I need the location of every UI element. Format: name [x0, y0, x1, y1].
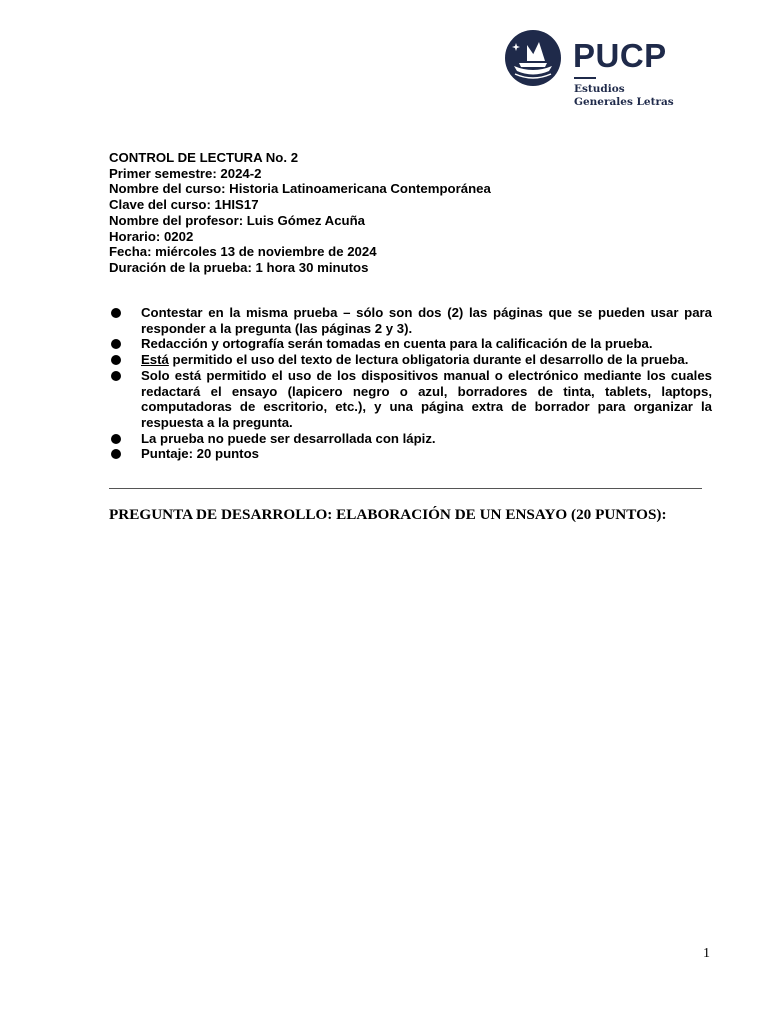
instructions-list	[109, 305, 712, 462]
exam-date: Fecha: miércoles 13 de noviembre de 2024	[109, 244, 377, 260]
instruction-item	[109, 431, 712, 447]
bullet-icon	[111, 308, 121, 318]
bullet-icon	[111, 355, 121, 365]
pucp-logo	[505, 30, 695, 110]
instruction-item	[109, 305, 712, 336]
instruction-item	[109, 446, 712, 462]
bullet-icon	[111, 434, 121, 444]
bullet-icon	[111, 449, 121, 459]
instruction-item	[109, 352, 712, 368]
instruction-emphasis: Está	[141, 352, 169, 368]
section-divider	[109, 488, 702, 489]
question-title: PREGUNTA DE DESARROLLO: ELABORACIÓN DE UN ENSAYO (20 PUNTOS):	[109, 506, 667, 523]
bullet-icon	[111, 371, 121, 381]
logo-subtitle-line1: Estudios	[574, 83, 625, 95]
exam-title: CONTROL DE LECTURA No. 2	[109, 150, 299, 165]
course-code: Clave del curso: 1HIS17	[109, 197, 259, 213]
exam-header	[109, 150, 709, 276]
instruction-item	[109, 336, 712, 352]
ship-seal-icon	[505, 30, 561, 86]
instruction-text: La prueba no puede ser desarrollada con lápiz.	[141, 430, 436, 446]
instruction-text: Solo está permitido el uso de los dispositivos manual o electrónico mediante los cuales redactará el ensayo (lapicero negro o azul, borradores de tinta, tablets, laptops, computadoras de escritorio, etc.), y una página extra de borrador para organizar la respuesta a la pregunta.	[141, 367, 712, 430]
instruction-text: Puntaje: 20 puntos	[141, 446, 259, 462]
exam-duration: Duración de la prueba: 1 hora 30 minutos	[109, 259, 369, 275]
schedule: Horario: 0202	[109, 228, 194, 244]
logo-rule	[574, 77, 596, 79]
semester: Primer semestre: 2024-2	[109, 165, 262, 181]
instruction-text: Redacción y ortografía serán tomadas en cuenta para la calificación de la prueba.	[141, 336, 653, 352]
logo-subtitle-line2: Generales Letras	[574, 95, 674, 108]
course-name: Nombre del curso: Historia Latinoamericana Contemporánea	[109, 181, 491, 197]
professor-name: Nombre del profesor: Luis Gómez Acuña	[109, 212, 365, 228]
page-number: 1	[703, 946, 710, 961]
instruction-item	[109, 368, 712, 431]
instruction-text: Contestar en la misma prueba – sólo son dos (2) las páginas que se pueden usar para responder a la pregunta (las páginas 2 y 3).	[141, 305, 712, 336]
logo-subtitle	[574, 83, 674, 108]
logo-wordmark: PUCP	[573, 37, 667, 74]
instruction-text: permitido el uso del texto de lectura obligatoria durante el desarrollo de la prueba.	[168, 352, 689, 368]
bullet-icon	[111, 339, 121, 349]
